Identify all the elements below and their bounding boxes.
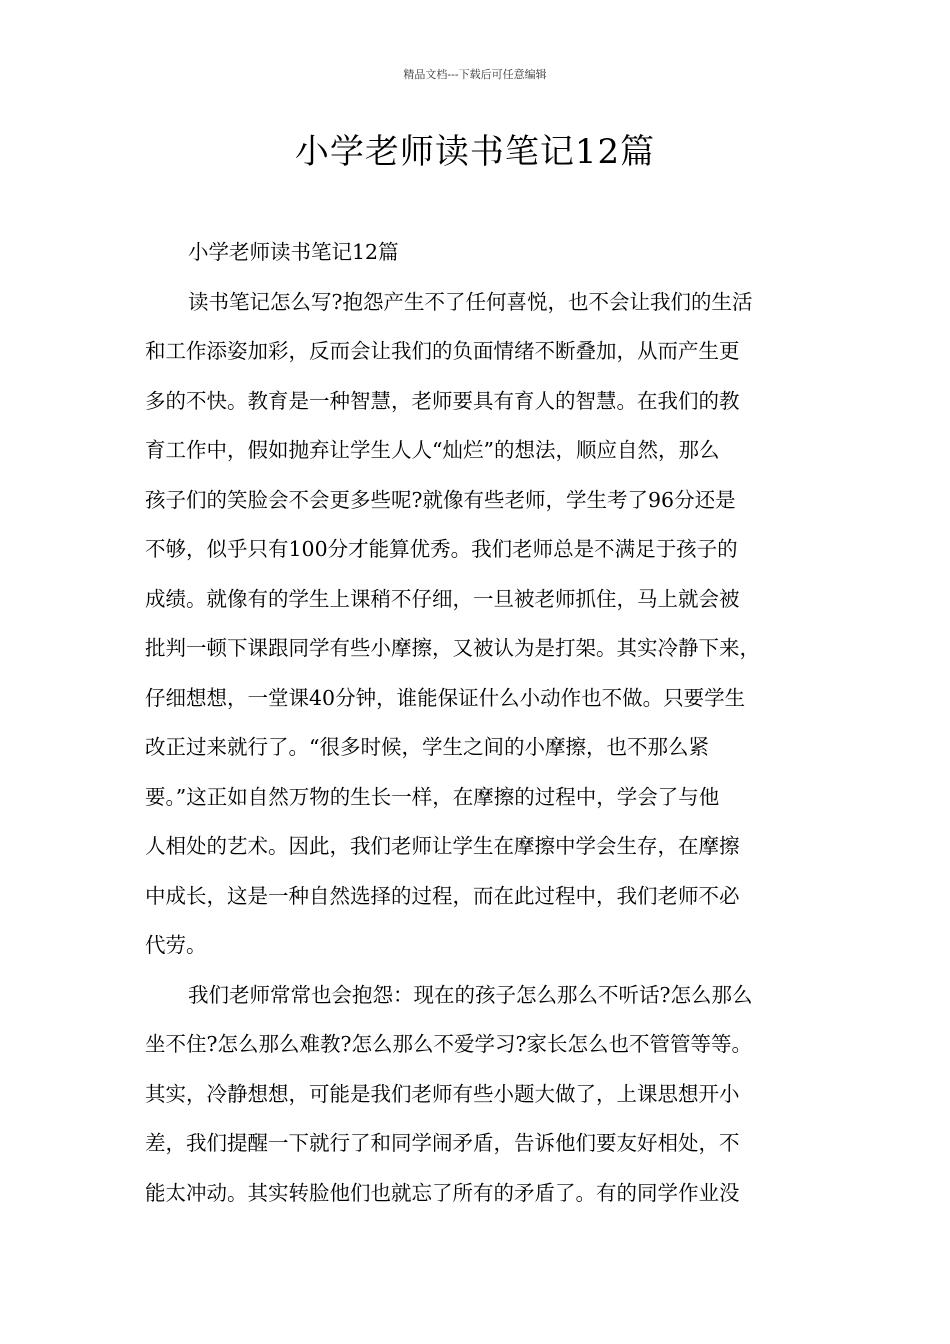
- paragraph-2-line: 其实，冷静想想，可能是我们老师有些小题大做了，上课思想开小: [145, 1081, 740, 1106]
- document-body: [145, 228, 821, 1218]
- paragraph-1-line: 育工作中，假如抛弃让学生人人“灿烂”的想法，顺应自然，那么: [145, 438, 720, 462]
- paragraph-1-line: 批判一顿下课跟同学有些小摩擦，又被认为是打架。其实冷静下来，: [145, 636, 760, 660]
- paragraph-1-line: 改正过来就行了。“很多时候，学生之间的小摩擦，也不那么紧: [145, 735, 709, 759]
- paragraph-1-line: 和工作添姿加彩，反而会让我们的负面情绪不断叠加，从而产生更: [145, 339, 740, 363]
- paragraph-1-line: 要。”这正如自然万物的生长一样，在摩擦的过程中，学会了与他: [145, 784, 720, 809]
- subtitle-line: 小学老师读书笔记12篇: [188, 240, 399, 264]
- paragraph-1-line: 多的不快。教育是一种智慧，老师要具有育人的智慧。在我们的教: [145, 388, 740, 413]
- paragraph-1-line: 孩子们的笑脸会不会更多些呢?就像有些老师，学生考了96分还是: [145, 487, 736, 512]
- document-title: 小学老师读书笔记12篇: [294, 132, 656, 172]
- paragraph-2-line: 我们老师常常也会抱怨：现在的孩子怎么那么不听话?怎么那么: [188, 982, 753, 1007]
- paragraph-1-line: 中成长，这是一种自然选择的过程，而在此过程中，我们老师不必: [145, 883, 740, 908]
- paragraph-2-line: 差，我们提醒一下就行了和同学闹矛盾，告诉他们要友好相处，不: [145, 1131, 740, 1155]
- paragraph-1-line: 仔细想想，一堂课40分钟，谁能保证什么小动作也不做。只要学生: [145, 685, 746, 710]
- header-note: 精品文档---下载后可任意编辑: [403, 68, 547, 81]
- paragraph-2-line: 能太冲动。其实转脸他们也就忘了所有的矛盾了。有的同学作业没: [145, 1180, 740, 1205]
- paragraph-1-line: 读书笔记怎么写?抱怨产生不了任何喜悦，也不会让我们的生活: [188, 289, 753, 314]
- paragraph-2-line: 坐不住?怎么那么难教?怎么那么不爱学习?家长怎么也不管管等等。: [145, 1032, 752, 1056]
- paragraph-1-line: 代劳。: [145, 933, 207, 957]
- paragraph-1-line: 不够，似乎只有100分才能算优秀。我们老师总是不满足于孩子的: [145, 537, 738, 561]
- paragraph-1-line: 人相处的艺术。因此，我们老师让学生在摩擦中学会生存，在摩擦: [145, 834, 740, 858]
- paragraph-1-line: 成绩。就像有的学生上课稍不仔细，一旦被老师抓住，马上就会被: [145, 586, 740, 611]
